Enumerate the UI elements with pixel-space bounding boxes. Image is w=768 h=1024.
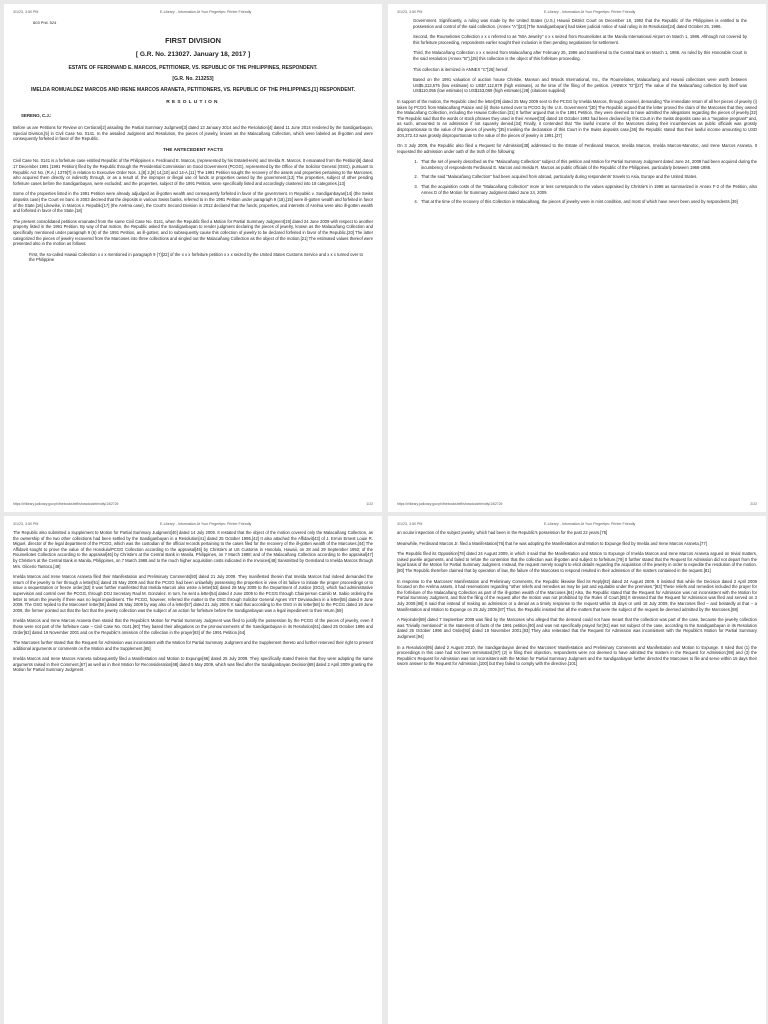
paragraph: Imelda Marcos and Irene Marcos Araneta filed their Manifestation and Preliminary Comments[50] dated 21 July 2009. They manifested therein that Imelda Marcos had indeed demanded the return of the jewelry to her through a letter[51] dated 25 May 2009 and that the PCGG had been unlawfully possessing the properties in view of its failure to initiate the proper proceedings or to issue a sequestration or freeze order.[52] It was further manifested that Imelda Marcos also wrote a letter[53] dated 28 May 2009 to the Department of Justice (DOJ), which had administrative supervision and control over the PCGG, through DOJ Secretary Raul M. Gonzalez. In turn, he sent a letter[54] dated 4 June 2009 to the PCGG through Chairperson Camilo M. Sabio ordering the letter to return the jewelry if there was no legal impediment. The PCGG, however, referred the matter to the OSG through Solicitor General Agnes VST Devanadera in a letter[55] dated 9 June 2009. The OSG replied to the Marcoses' letter[56] dated 25 May 2009 by way also of a letter[57] dated 21 July 2009. It said that according to the OSG in its letter[58] to the PCGG dated 19 June 2009, the former pointed out that the fact that the jewelry collection was the subject of an action for forfeiture before the Sandiganbayan was a legal impediment to their return.[59] — [13, 574, 373, 613]
footer-url[interactable]: https://elibrary.judiciary.gov.ph/thebookshelf/showdocsfriendly/1/62726 — [13, 502, 119, 507]
resolution-heading: RESOLUTION — [166, 99, 220, 105]
case-caption-1: ESTATE OF FERDINAND E. MARCOS, PETITIONER, VS. REPUBLIC OF THE PHILIPPINES, RESPONDENT. — [68, 64, 318, 71]
header-datetime: 3/1/23, 3:50 PM — [13, 522, 39, 526]
list-item: 2. That the said "Malacañang Collection" had been acquired from abroad, particularly during respondents' travels to Asia, Europe and the United States. — [419, 174, 757, 180]
gr-number: [ G.R. No. 213027. January 18, 2017 ] — [135, 50, 251, 58]
quoted-paragraph: Third, the Malacañang Collection x x x seized from Malacañang after February 25, 1986 and transferred to the Central Bank on March 1, 1986. As ruled by this Honorable Court in the said resolution (Annex "B"),[25] this collection is the object of this forfeiture proceeding. — [413, 50, 747, 61]
page-header — [397, 522, 757, 530]
quoted-paragraph: Second, the Roumeliotes Collection x x x referred to as "MIA Jewelry" x x x seized from Roumeliotes at the Manila International Airport on March 1, 1986. Although not covered by this forfeiture proceeding, respondents earlier sought their inclusion in then pending negotiations for settlement. — [413, 34, 747, 45]
header-site-title: E-Library - Information At Your Fingertips: Printer Friendly — [544, 522, 636, 526]
header-site-title: E-Library - Information At Your Fingertips: Printer Friendly — [544, 10, 636, 14]
paragraph: The Republic filed its Opposition[78] dated 24 August 2009, in which it said that the Manifestation and Motion to Expunge of Imelda Marcos and Irene Marcos Araneta argued on trivial matters, raised puerile arguments, and failed to refute the contention that the collection was ill-gotten and subject to forfeiture.[79] It further stated that the Request for Admission did not depart from the legal basis of the Motion for Partial Summary Judgment. Instead, the request merely sought to elicit details regarding the acquisition of the jewelry in order to expedite the resolution of the motion.[80] The Republic therefore claimed that by operation of law, the failure of the Marcoses to respond resulted in their admission of the matters contained in the request.[81] — [397, 551, 757, 573]
header-datetime: 3/1/23, 3:50 PM — [397, 522, 423, 526]
paragraph: The Republic also submitted a Supplement to Motion for Partial Summary Judgment[40] dated 14 July 2009. It restated that the object of the motion covered only the Malacañang Collection, as the ownership of the two other collections had been settled by the Sandiganbayan in a Resolution[41] dated 25 October 1996.[42] It also attached the Affidavit[43] of J. Ermin Ernest Louie R. Miguel, director of the legal department of the PCGG, which was the custodian of the official records pertaining to the cases filed for the recovery of the ill-gotten wealth of the Marcoses.[44] The Affidavit sought to prove the value of the Honolulu/PCGG Collection according to the appraisal[45] by Christie's at US Customs in Honolulu, Hawaii, on 28 and 29 September 1992; of the Roumeliotes Collection according to the appraisal[46] by Christie's at the Central Bank in Manila, Philippines, on 7 March 1988; and of the Malacañang Collection according to the appraisal[47] by Christie's at the Central Bank in Manila, Philippines, on 7 March 1988 and to the much higher acquisition costs indicated in the Invoices[48] transmitted by Gemsland to Imelda Marcos through Mrs. Glicerio Tantoco.[49] — [13, 530, 373, 569]
paragraph: A Rejoinder[89] dated 7 September 2009 was filed by the Marcoses who alleged that the demand could not have meant that the collection was part of the case, because the jewelry collection was "trivially mentioned" in the statement of facts of the 1991 petition,[90] and was not specifically prayed for;[91] was not subject of the case, according to the Sandiganbayan in its Resolution dated 25 October 1996 and Order[92] dated 19 November 2001.[93] They also reiterated that the Request for Admission was inconsistent with the Republic's Motion for Partial Summary Judgment.[94] — [397, 617, 757, 639]
paragraph: In support of the motion, the Republic cited the letter[29] dated 25 May 2009 sent to the PCGG by Imelda Marcos, through counsel, demanding "the immediate return of all her pieces of jewelry (i) taken by PCGG from Malacañang Palace and (ii) those turned over to PCGG by the U.S. Government."[30] The Republic argued that the letter proved the claim of the Marcoses that they owned the Malacañang Collection, including the Hawaii Collection.[31] It further argued that in the 1991 Petition, they were deemed to have admitted the allegations regarding the pieces of jewelry.[32] The Republic said that the words or stock phrases they used in their Answer[33] dated 18 October 1993 had been declared by this Court in the Swiss deposits case as a "negative pregnant" and, as such, amounted to an admission if not squarely denied.[34] Finally, it contended that "the lawful income of the Marcoses during their incumbencies as public officials was grossly disproportionate to the value of the pieces of jewelry."[35] Invoking the declaration of this Court in the Swiss deposits case,[36] the Republic stated that their lawful income amounting to USD 304,372.43 was grossly disproportionate to the value of the pieces of jewelry in 1991.[37] — [397, 98, 757, 138]
document-page-4 — [388, 516, 766, 1024]
paragraph: Before us are Petitions for Review on Certiorari[2] assailing the Partial Summary Judgment[3] dated 13 January 2014 and the Resolution[4] dated 11 June 2014 rendered by the Sandiganbayan, Special Division,[5] in Civil Case No. 0141. In the assailed Judgment and Resolution, the pieces of jewelry, known as the Malacañang Collection, which were labeled as ill-gotten and were consequently forfeited in favor of the Republic. — [13, 125, 373, 142]
paragraph: Imelda Marcos and Irene Marcos Araneta subsequently filed a Manifestation and Motion to Expunge[66] dated 25 July 2009. They specifically stated therein that they were adopting the same arguments raised in their Comment,[67] as well as in their Motion for Reconsideration[68] dated 5 May 2009, which was filed after the Sandiganbayan Decision[69] dated 2 April 2009 granting the Motion for Partial Summary Judgment — [13, 656, 373, 673]
list-item: 4. That at the time of the recovery of this Collection in Malacañang, the pieces of jewelry were in mint condition, and most of which have never been used by respondents.[39] — [419, 199, 757, 205]
header-site-title: E-Library - Information At Your Fingertips: Printer Friendly — [160, 522, 252, 526]
header-datetime: 3/1/23, 3:50 PM — [13, 10, 39, 14]
paragraph: The present consolidated petitions emanated from the same Civil Case No. 0141, when the Republic filed a Motion for Partial Summary Judgment[19] dated 24 June 2009 with respect to another property listed in the 1991 Petition. By way of that motion, the Republic asked the Sandiganbayan to render judgment declaring the pieces of jewelry, known as the Malacañang Collection and specifically mentioned under paragraph 9 (6) of the 1991 Petition, as ill-gotten; and to subsequently cause this collection of jewelry to be declared forfeited in favor of the Republic.[20] The latter categorized the pieces of jewelry recovered from the Marcoses into three collections and singled out the Malacañang Collection as the object of the motion.[21] The estimated values thereof were presented also in the motion as follows: — [13, 218, 373, 247]
document-page-1 — [4, 4, 382, 512]
ponente: SERENO, C.J.: — [21, 113, 52, 119]
page-header — [13, 10, 373, 18]
paragraph: Some of the properties listed in the 1991 Petition were already adjudged as ill-gotten wealth and consequently forfeited in favor of the government. In Republic v. Sandiganbayan[14] (the Swiss deposits case) the Court en banc in 2003 decreed that the deposits in various Swiss banks, referred to in the 1991 Petition under paragraph 9 (18),[15] were ill-gotten wealth and forfeited in favor of the State.[16] Likewise, in Marcos v. Republic[17] (the Arelma case), the Court's Second Division in 2012 declared that the funds, properties, and interests of Arelma were also ill-gotten wealth and forfeited in favor of the State.[18] — [13, 191, 373, 214]
paragraph: In a Resolution[95] dated 2 August 2010, the Sandiganbayan denied the Marcoses' Manifestation and Preliminary Comments and Manifestation and Motion to Expunge. It ruled that (1) the proceedings in this case had not been terminated;[97] (2) in filing their objection, respondents were not deemed to have admitted the matters in the Request for Admission;[98] and (3) the Republic's Request for Admission was not inconsistent with the Motion for Partial Summary Judgment and the Sandiganbayan further directed the Marcoses to file and serve within 15 days their sworn answer to the Request for Admission,[100] but they failed to comply with the directive.[101] — [397, 644, 757, 667]
paragraph: In response to the Marcoses' Manifestation and Preliminary Comments, the Republic likewise filed its Reply[82] dated 24 August 2009. It insisted that while the Decision dated 2 April 2009 focused on the Arelma assets, it had reservations regarding "other reliefs and remedies as may be just and equitable under the premises."[83] These reliefs and remedies included the prayer for the forfeiture of the Malacañang Collection as part of the ill-gotten wealth of the Marcoses.[84] Also, the Republic stated that the Request for Admission was not inconsistent with the Motion for Partial Summary Judgment, and that the filing of the request after the motion was not prohibited by the Rules of Court.[85] It stressed that the Request for Admission was filed and served on 3 July 2009.[86] It said that instead of making an admission or a denial as a timely response to the request within 15 days or until 18 July 2009, the Marcoses filed – and belatedly at that – a Manifestation and Motion to Expunge on 25 July 2009.[87] Thus, the Republic insisted that all the matters that were the subject of the request be deemed admitted by the Marcoses.[88] — [397, 578, 757, 612]
header-site-title: E-Library - Information At Your Fingertips: Printer Friendly — [160, 10, 252, 14]
footer-url[interactable]: https://elibrary.judiciary.gov.ph/thebookshelf/showdocsfriendly/1/62726 — [397, 502, 503, 507]
document-page-2 — [388, 4, 766, 512]
quoted-paragraph: Based on the 1991 valuation of auction house Christie, Manson and Woods International, Inc., the Roumeliotes, Malacañang and Hawaii collections were worth between US$5,313,575 (low estimate) to US$7,112,879 (high estimate), at the time of the filing of the petition. (ANNEX "D")[27] The value of the Malacañang collection by itself was US$110,055 (low estimate) to US$153,089 (high estimate).[28] (citations supplied) — [413, 77, 747, 94]
admission-list — [419, 159, 757, 205]
paragraph: an ocular inspection of the subject jewelry, which had been in the Republic's possession for the past 22 years.[75] — [397, 530, 608, 535]
case-caption-2: IMELDA ROMUALDEZ MARCOS AND IRENE MARCOS ARANETA, PETITIONERS, VS. REPUBLIC OF THE PHILIPPINES,[1] RESPONDENT. — [30, 87, 356, 94]
phil-reference: 803 Phil. 524 — [33, 20, 57, 25]
page-number: 2/22 — [750, 502, 757, 507]
paragraph: Civil Case No. 0141 is a forfeiture case entitled Republic of the Philippines v. Ferdinand E. Marcos, (represented by his Estate/Heirs) and Imelda R. Marcos. It emanated from the Petition[6] dated 17 December 1991 (1991 Petition) filed by the Republic through the Presidential Commission on Good Government (PCGG), represented by the Office of the Solicitor General (OSG), pursuant to Republic Act No. (R.A.) 1379[7] in relation to Executive Order Nos. 1,[8] 2,[9] 14,[10] and 14-A.[11] The 1991 Petition sought the recovery of the assets and properties pertaining to the Marcoses, who acquired them directly or indirectly through, or as a result of, the improper or illegal use of funds or properties owned by the government.[12] The properties, subject of other pending forfeiture cases before the Sandiganbayan, were excluded; and the properties, subject of the 1991 Petition, were specifically listed and accordingly clustered into 18 categories.[13] — [13, 158, 373, 186]
paragraph: Imelda Marcos and Irene Marcos Araneta then stated that the Republic's Motion for Partial Summary Judgment was filed to justify the possession by the PCGG of the pieces of jewelry, even if these were not part of the forfeiture case – Civil Case No. 0141.[60] They based their allegations on the pronouncements of the Sandiganbayan in its Resolution[61] dated 25 October 1996 and Order[62] dated 19 November 2001 and on the Republic's omission of the collection in the prayer[63] of the 1991 Petition.[64] — [13, 618, 373, 635]
page-number: 1/22 — [366, 502, 373, 507]
quoted-paragraph: This collection is itemized in ANNEX "C"[26] hereof. — [413, 66, 509, 72]
quoted-paragraph: First, the so-called Hawaii Collection x x x mentioned in paragraph 9 (7)[22] of the x x x forfeiture petition x x x seized by the United States Customs Service and x x x turned over to the Philippine — [29, 251, 363, 263]
list-item: 3. That the acquisition costs of the "Malacañang Collection" more or less corresponds to the values appraised by Christie's in 1998 as summarized in Annex F-2 of the Petition, also Annex D of the Motion for Summary Judgment dated June 24, 2009. — [419, 184, 757, 195]
page-footer — [397, 502, 757, 508]
document-page-3 — [4, 516, 382, 1024]
gr-number-2: [G.R. No. 213253] — [172, 76, 214, 82]
section-heading: THE ANTECEDENT FACTS — [162, 146, 224, 152]
header-datetime: 3/1/23, 3:50 PM — [397, 10, 423, 14]
paragraph: The Marcoses further stated that the Request for Admission was inconsistent with the Motion for Partial Summary Judgment and the Supplement thereto and further reserved their right to present additional arguments or comments on the Motion and the Supplement.[65] — [13, 640, 373, 651]
division-title: FIRST DIVISION — [165, 35, 221, 45]
list-item: 1. That the set of jewelry described as the "Malacañang Collection" subject of this petition and Motion for Partial Summary Judgment dated June 24, 2009 had been acquired during the incumbency of respondents Ferdinand E. Marcos and Imelda R. Marcos as public officials of the Republic of the Philippines, particularly between 1966-1986. — [419, 159, 757, 170]
paragraph: Meanwhile, Ferdinand Marcos Jr. filed a Manifestation[76] that he was adopting the Manifestation and Motion to Expunge filed by Imelda and Irene Marcos Araneta.[77] — [397, 540, 707, 546]
page-header — [13, 522, 373, 530]
page-header — [397, 10, 757, 18]
quoted-paragraph: Government. Significantly, a ruling was made by the United States (U.S.) Hawaii District Court on December 18, 1992 that the Republic of the Philippines is entitled to the possession and control of the said collection. (Annex "A")[23] [The Sandiganbayan] had taken judicial notice of said ruling in its Resolution[24] dated October 25, 1996. — [413, 18, 747, 29]
paragraph: On 3 July 2009, the Republic also filed a Request for Admission[38] addressed to the Estate of Ferdinand Marcos, Imelda Marcos, Imelda Marcos-Manotoc, and Irene Marcos Araneta. It requested the admission under oath of the truth of the following: — [397, 143, 757, 154]
page-footer — [13, 502, 373, 508]
